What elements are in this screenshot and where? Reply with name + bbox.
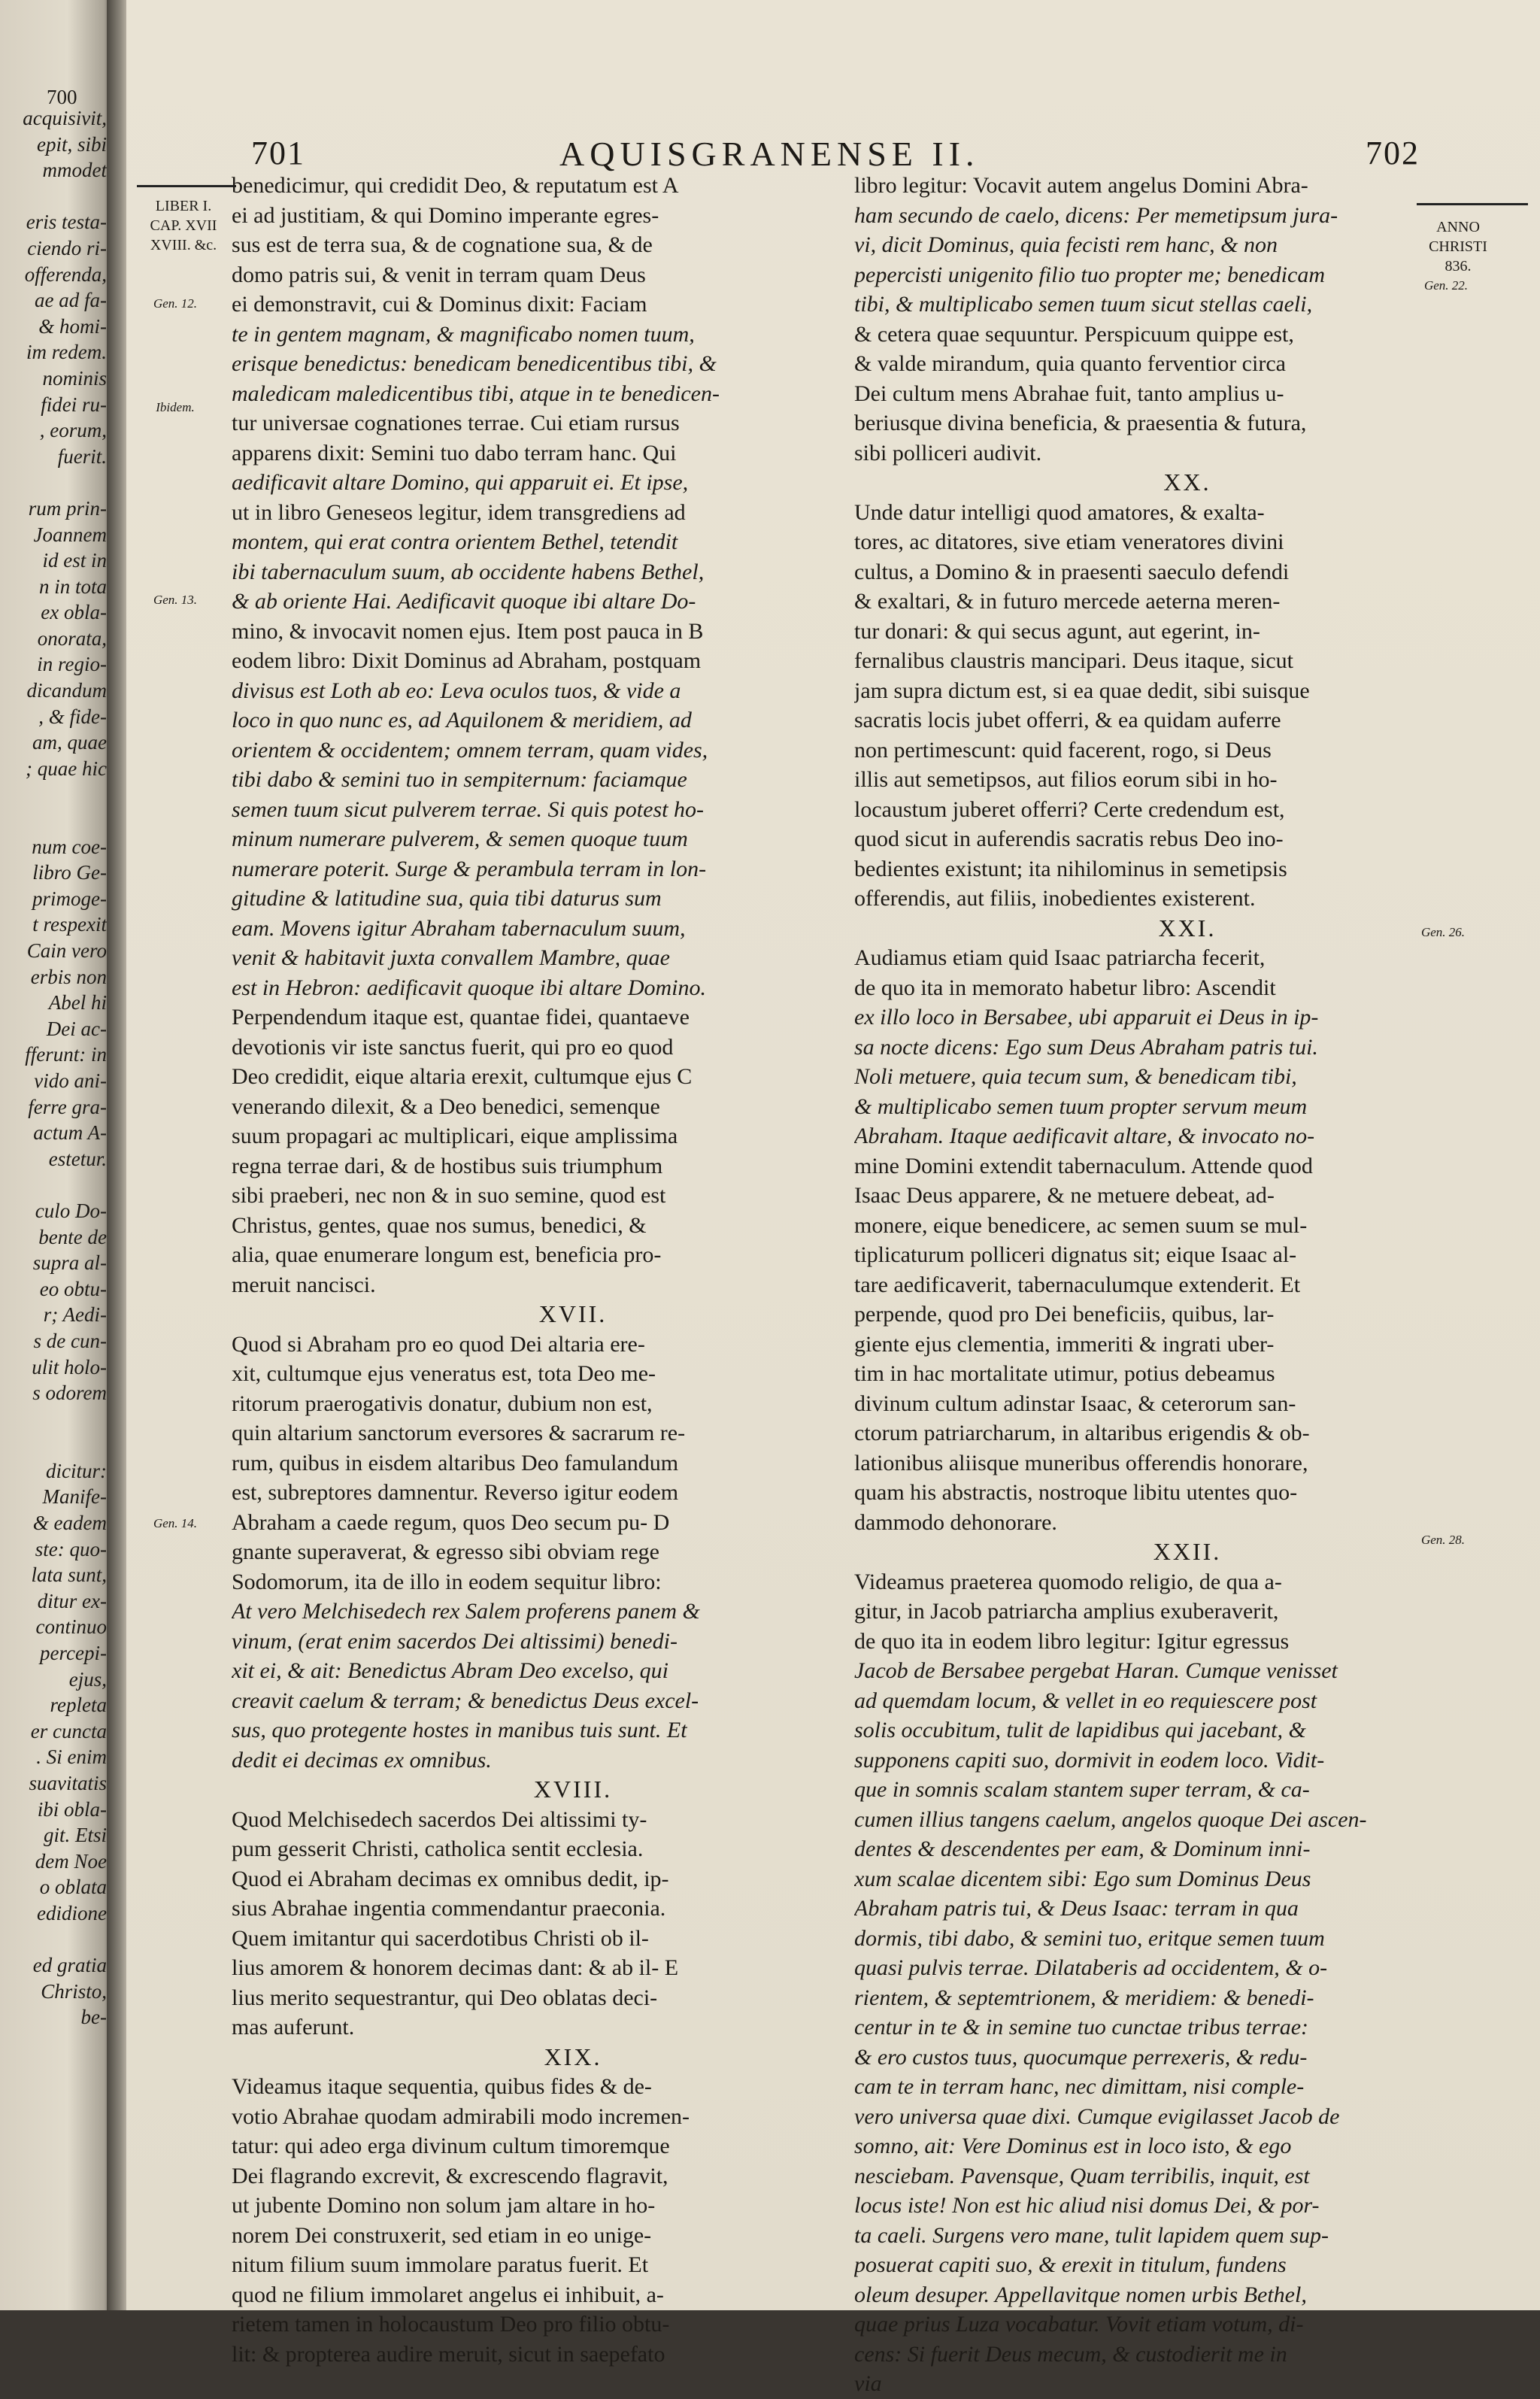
previous-page-line: continuo — [35, 1615, 107, 1639]
text-line: Perpendendum itaque est, quantae fidei, quantaeve — [232, 1005, 690, 1030]
text-line: de quo ita in memorato habetur libro: Ascendit — [854, 975, 1276, 1000]
previous-page-line: libro Ge- — [32, 861, 107, 884]
text-line: & cetera quae sequuntur. Perspicuum quippe est, — [854, 321, 1294, 347]
text-line: tores, ac ditatores, sive etiam veneratores divini — [854, 529, 1284, 554]
text-line: divisus est Loth ab eo: Leva oculos tuos, & vide a — [232, 678, 681, 703]
text-line: sibi praeberi, nec non & in suo semine, quod est — [232, 1183, 666, 1208]
text-line: lius merito sequestrantur, qui Deo oblatas deci- — [232, 1985, 658, 2010]
previous-page-line: ; quae hic — [26, 757, 107, 780]
previous-page-line: er cuncta — [30, 1719, 107, 1742]
margin-ref-gen14: Gen. 14. — [153, 1516, 198, 1530]
text-line: supponens capiti suo, dormivit in eodem loco. Vidit- — [854, 1747, 1325, 1773]
text-line: alia, quae enumerare longum est, beneficia pro- — [232, 1242, 662, 1267]
page-number-right: 702 — [1366, 135, 1420, 171]
text-line: sus, quo protegente hostes in manibus tuis sunt. Et — [232, 1718, 687, 1742]
text-line: tur universae cognationes terrae. Cui etiam rursus — [232, 411, 680, 435]
text-line: quod ne filium immolaret angelus ei inhibuit, a- — [232, 2282, 664, 2307]
text-line: & valde mirandum, quia quanto ferventior circa — [854, 351, 1286, 376]
previous-page-line: repleta — [50, 1694, 107, 1717]
previous-page-line: Manife- — [42, 1485, 107, 1509]
previous-page-line: n in tota — [38, 575, 107, 598]
text-line: beriusque divina beneficia, & praesentia & futura, — [854, 411, 1307, 435]
text-line: Quod Melchisedech sacerdos Dei altissimi ty- — [232, 1806, 647, 1832]
text-line: xum scalae dicentem sibi: Ego sum Dominus Deus — [854, 1866, 1311, 1891]
previous-page-line: git. Etsi — [43, 1824, 107, 1847]
text-line: mine Domini extendit tabernaculum. Attende quod — [854, 1153, 1313, 1178]
text-line: sius Abrahae ingentia commendantur praeconia. — [232, 1896, 666, 1921]
previous-page-line: in regio- — [37, 653, 107, 676]
text-line: ei ad justitiam, & qui Domino imperante egres- — [232, 202, 659, 228]
text-line: sus est de terra sua, & de cognatione sua, & de — [232, 232, 653, 257]
text-line: apparens dixit: Semini tuo dabo terram hanc. Qui — [232, 440, 677, 466]
text-line: Deo credidit, eique altaria erexit, cultumque ejus C — [232, 1064, 693, 1089]
text-line: eam. Movens igitur Abraham tabernaculum suum, — [232, 915, 686, 941]
previous-page-line — [2, 469, 107, 496]
text-line: minum numerare pulverem, & semen quoque tuum — [232, 826, 688, 851]
text-line: perpende, quod pro Dei beneficiis, quibus, lar- — [854, 1302, 1275, 1327]
text-line: bedientes existunt; ita nihilominus in semetipsis — [854, 856, 1287, 881]
text-line: Isaac Deus apparere, & ne metuere debeat, ad- — [854, 1183, 1275, 1208]
text-line: Quod si Abraham pro eo quod Dei altaria ere- — [232, 1331, 645, 1357]
previous-page-line: num coe- — [32, 835, 107, 858]
previous-page-line: rum prin- — [28, 496, 107, 520]
text-line: Abraham patris tui, & Deus Isaac: terram in qua — [854, 1896, 1299, 1921]
text-line: cam te in terram hanc, nec dimittam, nisi comple- — [854, 2074, 1305, 2099]
previous-page-line: fferunt: in — [25, 1043, 107, 1066]
text-line: tim in hac mortalitate utimur, potius debeamus — [854, 1361, 1275, 1386]
text-line: montem, qui erat contra orientem Bethel, tetendit — [232, 529, 678, 554]
text-line: Quem imitantur qui sacerdotibus Christi ob il- — [232, 1925, 649, 1951]
text-line: dedit ei decimas ex omnibus. — [232, 1747, 492, 1773]
text-line: quam his abstractis, nostroque libitu utentes quo- — [854, 1480, 1298, 1505]
text-line: orientem & occidentem; omnem terram, quam vides, — [232, 737, 708, 763]
previous-page-line: ae ad fa- — [35, 289, 107, 312]
previous-page-line: r; Aedi- — [43, 1303, 107, 1327]
text-line: & ero custos tuus, quocumque perrexeris, & redu- — [854, 2044, 1308, 2070]
margin-cap: CAP. XVII — [150, 217, 217, 234]
text-line: tibi dabo & semini tuo in sempiternum: faciamque — [232, 767, 687, 792]
text-line: xit, cultumque ejus veneratus est, tota Deo me- — [232, 1361, 656, 1386]
previous-page-number: 700 — [47, 86, 77, 108]
text-line: Abraham a caede regum, quos Deo secum pu- D — [232, 1509, 670, 1535]
text-line: Christus, gentes, quae nos sumus, benedici, & — [232, 1212, 647, 1238]
previous-page-line: suavitatis — [29, 1772, 107, 1794]
text-line: dentes & descendentes per eam, & Dominum inni- — [854, 1836, 1311, 1861]
text-line: & exaltari, & in futuro mercede aeterna meren- — [854, 589, 1281, 614]
previous-page-line: lata sunt, — [31, 1563, 107, 1587]
text-line: erisque benedictus: benedicam benedicentibus tibi, & — [232, 351, 717, 376]
text-line: pepercisti unigenito filio tuo propter me; benedicam — [854, 262, 1325, 287]
text-line: offerendis, aut filiis, inobedientes existerent. — [854, 886, 1256, 911]
text-line: Dei cultum mens Abrahae fuit, tanto amplius u- — [854, 381, 1284, 406]
running-title: AQUISGRANENSE II. — [559, 135, 980, 173]
text-line: quin altarium sanctorum eversores & sacrarum re- — [232, 1421, 686, 1445]
text-line: rientem, & septemtrionem, & meridiem: & benedi- — [854, 1985, 1314, 2010]
text-line: nesciebam. Pavensque, Quam terribilis, inquit, est — [854, 2163, 1310, 2188]
text-line: eodem libro: Dixit Dominus ad Abraham, postquam — [232, 648, 702, 673]
text-line: cens: Si fuerit Deus mecum, & custodierit me in — [854, 2341, 1287, 2367]
previous-page-line — [2, 781, 107, 808]
left-text-column — [232, 171, 914, 2369]
previous-page-line: ibi obla- — [37, 1797, 107, 1821]
text-line: vinum, (erat enim sacerdos Dei altissimi) benedi- — [232, 1628, 678, 1654]
text-line: Jacob de Bersabee pergebat Haran. Cumque venisset — [854, 1658, 1338, 1683]
previous-page-line: id est in — [42, 549, 107, 572]
text-line: maledicam maledicentibus tibi, atque in te benedicen- — [232, 381, 720, 406]
previous-page-line: Christo, — [41, 1979, 107, 2003]
text-line: tibi, & multiplicabo semen tuum sicut stellas caeli, — [854, 292, 1313, 317]
margin-christi: CHRISTI — [1429, 238, 1487, 255]
text-line: cumen illius tangens caelum, angelos quoque Dei ascen- — [854, 1806, 1367, 1832]
previous-page-line: mmodet — [42, 159, 107, 182]
text-line: & ab oriente Hai. Aedificavit quoque ibi altare Do- — [232, 589, 696, 614]
text-line: gnante superaverat, & egresso sibi obviam rege — [232, 1539, 659, 1564]
chapter-heading: XIX. — [544, 2043, 602, 2070]
previous-page-line: . Si enim — [36, 1745, 107, 1769]
text-line: te in gentem magnam, & magnificabo nomen tuum, — [232, 321, 695, 347]
text-line: norem Dei construxerit, sed etiam in eo unige- — [232, 2222, 652, 2248]
text-line: giente ejus clementia, immeriti & ingrati uber- — [854, 1331, 1275, 1357]
previous-page-line: & homi- — [38, 314, 107, 338]
previous-page-line: o oblata — [39, 1876, 107, 1899]
text-line: Dei flagrando excrevit, & excrescendo flagravit, — [232, 2163, 668, 2188]
previous-page-line — [2, 1172, 107, 1198]
text-line: ut jubente Domino non solum jam altare in ho- — [232, 2193, 656, 2218]
text-line: locaustum juberet offerri? Certe credendum est, — [854, 796, 1285, 822]
previous-page-line: am, quae — [32, 731, 107, 754]
margin-ref-gen22: Gen. 22. — [1423, 278, 1469, 293]
text-line: Unde datur intelligi quod amatores, & exalta- — [854, 499, 1265, 525]
text-line: est, subreptores damnentur. Reverso igitur eodem — [232, 1480, 679, 1505]
text-line: fernalibus claustris mancipari. Deus itaque, sicut — [854, 648, 1293, 673]
text-line: nitum filium suum immolare paratus fuerit. Et — [232, 2252, 649, 2277]
text-line: lius amorem & honorem decimas dant: & ab il- E — [232, 1955, 679, 1980]
text-line: At vero Melchisedech rex Salem proferens panem & — [232, 1599, 700, 1624]
text-line: non pertimescunt: quid facerent, rogo, si Deus — [854, 737, 1272, 763]
text-line: devotionis vir iste sanctus fuerit, qui pro eo quod — [232, 1034, 674, 1060]
previous-page-line: dicitur: — [46, 1459, 107, 1482]
text-line: & multiplicabo semen tuum propter servum meum — [854, 1093, 1308, 1119]
text-line: votio Abrahae quodam admirabili modo incremen- — [232, 2103, 690, 2129]
previous-page-line: eris testa- — [26, 211, 107, 234]
chapter-heading: XXII. — [1153, 1538, 1222, 1565]
text-line: Audiamus etiam quid Isaac patriarcha fecerit, — [854, 945, 1266, 970]
text-line: Quod ei Abraham decimas ex omnibus dedit, ip- — [232, 1866, 669, 1891]
previous-page-line: s odorem — [32, 1381, 107, 1405]
previous-page-line: & eadem — [32, 1512, 107, 1535]
chapter-heading: XVII. — [538, 1300, 608, 1327]
previous-page-line: acquisivit, — [23, 107, 107, 129]
margin-ref-gen26: Gen. 26. — [1420, 925, 1466, 939]
previous-page-line: ejus, — [68, 1667, 107, 1691]
margin-ref-gen12: Gen. 12. — [153, 296, 198, 311]
text-line: creavit caelum & terram; & benedictus Deus excel- — [232, 1688, 699, 1713]
text-line: ad quemdam locum, & vellet in eo requiescere post — [854, 1688, 1317, 1713]
text-line: rietem tamen in holocaustum Deo pro filio obtu- — [232, 2312, 670, 2337]
previous-page-line: , eorum, — [39, 419, 107, 442]
book-page — [126, 0, 1540, 2396]
text-line: Noli metuere, quia tecum sum, & benedicam tibi, — [854, 1064, 1297, 1089]
right-text-column — [854, 171, 1520, 2399]
previous-page-line: culo Do- — [35, 1199, 107, 1222]
previous-page-line: ditur ex- — [37, 1589, 107, 1612]
previous-page-line: Abel hi — [48, 991, 107, 1014]
text-line: sa nocte dicens: Ego sum Deus Abraham patris tui. — [854, 1034, 1318, 1060]
page-number-left: 701 — [251, 135, 305, 171]
text-line: dammodo dehonorare. — [854, 1509, 1057, 1535]
previous-page-line: erbis non — [30, 965, 107, 988]
text-line: jam supra dictum est, si ea quae dedit, sibi suisque — [854, 678, 1310, 703]
previous-page-line — [2, 808, 107, 834]
previous-page-edge — [0, 0, 113, 2310]
text-line: ut in libro Geneseos legitur, idem transgrediens ad — [232, 499, 686, 525]
previous-page-line: epit, sibi — [37, 132, 107, 156]
text-line: quae prius Luza vocabatur. Vovit etiam votum, di- — [854, 2312, 1304, 2337]
previous-page-line — [2, 183, 107, 210]
text-line: sibi polliceri audivit. — [854, 440, 1042, 466]
text-line: quod sicut in auferendis sacratis rebus Deo ino- — [854, 826, 1284, 851]
text-line: xit ei, & ait: Benedictus Abram Deo excelso, qui — [232, 1658, 668, 1683]
text-line: regna terrae dari, & de hostibus suis triumphum — [232, 1153, 663, 1178]
text-line: via — [854, 2371, 882, 2396]
text-line: posuerat capiti suo, & erexit in titulum, fundens — [854, 2252, 1287, 2277]
text-line: vero universa quae dixi. Cumque evigilasset Jacob de — [854, 2103, 1340, 2129]
text-line: semen tuum sicut pulverem terrae. Si quis potest ho- — [232, 796, 704, 822]
text-line: somno, ait: Vere Dominus est in loco isto, & ego — [854, 2134, 1292, 2158]
text-line: dormis, tibi dabo, & semini tuo, eritque semen tuum — [854, 1925, 1325, 1951]
text-line: de quo ita in eodem libro legitur: Igitur egressus — [854, 1628, 1290, 1654]
previous-page-line: primoge- — [32, 887, 107, 910]
previous-page-line: ulit holo- — [32, 1355, 107, 1378]
previous-page-line — [2, 1432, 107, 1458]
previous-page-line: fidei ru- — [41, 393, 107, 416]
text-line: domo patris sui, & venit in terram quam Deus — [232, 262, 646, 287]
text-line: ham secundo de caelo, dicens: Per memetipsum jura- — [854, 202, 1338, 228]
previous-page-line: , & fide- — [38, 705, 107, 728]
text-line: pum gesserit Christi, catholica sentit ecclesia. — [232, 1836, 644, 1861]
previous-page-line: actum A- — [33, 1121, 107, 1145]
previous-page-line: Dei ac- — [46, 1017, 107, 1040]
text-line: est in Hebron: aedificavit quoque ibi altare Domino. — [232, 975, 707, 1000]
previous-page-line — [2, 1927, 107, 1953]
text-line: gitudine & latitudine sua, quia tibi daturus sum — [232, 886, 662, 911]
previous-page-line: percepi- — [40, 1642, 107, 1665]
text-line: libro legitur: Vocavit autem angelus Domini Abra- — [854, 173, 1308, 198]
text-line: tatur: qui adeo erga divinum cultum timoremque — [232, 2134, 670, 2158]
text-line: gitur, in Jacob patriarcha amplius exuberaverit, — [854, 1599, 1279, 1624]
previous-page-line: nominis — [42, 366, 107, 390]
previous-page-line: im redem. — [26, 341, 107, 364]
text-line: ritorum praerogativis donatur, dubium non est, — [232, 1391, 653, 1416]
text-line: lit: & propterea audire meruit, sicut in saepefato — [232, 2341, 665, 2367]
text-line: quasi pulvis terrae. Dilataberis ad occidentem, & o- — [854, 1955, 1328, 1980]
margin-ref-ibidem: Ibidem. — [156, 400, 195, 414]
text-line: venit & habitavit juxta convallem Mambre, quae — [232, 945, 670, 970]
margin-ref-gen13: Gen. 13. — [153, 593, 198, 607]
text-line: ctorum patriarcharum, in altaribus erigendis & ob- — [854, 1421, 1310, 1445]
text-line: ei demonstravit, cui & Dominus dixit: Faciam — [232, 292, 647, 317]
previous-page-line — [2, 1406, 107, 1433]
text-line: Videamus itaque sequentia, quibus fides & de- — [232, 2074, 652, 2099]
previous-page-line: Joannem — [33, 523, 107, 546]
previous-page-line: be- — [80, 2006, 107, 2029]
text-line: mas auferunt. — [232, 2015, 355, 2040]
previous-page-line: dem Noe — [35, 1849, 107, 1873]
previous-page-line: supra al- — [32, 1251, 107, 1275]
previous-page-line: offerenda, — [24, 262, 107, 286]
previous-page-line: ed gratia — [32, 1954, 107, 1977]
previous-page-line: t respexit — [32, 913, 107, 936]
chapter-heading: XVIII. — [533, 1776, 613, 1803]
text-line: numerare poterit. Surge & perambula terram in lon- — [232, 856, 707, 881]
text-line: ibi tabernaculum suum, ab occidente habens Bethel, — [232, 559, 705, 584]
text-line: rum, quibus in eisdem altaribus Deo famulandum — [232, 1450, 679, 1475]
chapter-heading: XXI. — [1158, 914, 1217, 942]
text-line: Sodomorum, ita de illo in eodem sequitur libro: — [232, 1569, 662, 1594]
margin-anno: ANNO — [1436, 219, 1480, 235]
text-line: lationibus aliisque muneribus offerendis honorare, — [854, 1450, 1308, 1475]
previous-page-line: estetur. — [48, 1147, 107, 1170]
previous-page-line: vido ani- — [34, 1069, 107, 1092]
text-line: sacratis locis jubet offerri, & ea quidam auferre — [854, 708, 1281, 732]
margin-cap-range: XVIII. &c. — [150, 237, 217, 253]
text-line: centur in te & in semine tuo cunctae tribus terrae: — [854, 2015, 1309, 2040]
previous-page-line: eo obtu- — [39, 1277, 107, 1300]
previous-page-line: ciendo ri- — [27, 236, 107, 259]
text-line: benedicimur, qui credidit Deo, & reputatum est A — [232, 173, 679, 198]
text-line: cultus, a Domino & in praesenti saeculo defendi — [854, 559, 1290, 584]
text-line: Videamus praeterea quomodo religio, de qua a- — [854, 1569, 1282, 1594]
text-line: monere, eique benedicere, ac semen suum se mul- — [854, 1212, 1308, 1238]
text-line: oleum desuper. Appellavitque nomen urbis Bethel, — [854, 2282, 1307, 2307]
text-line: suum propagari ac multiplicari, eique amplissima — [232, 1124, 678, 1148]
previous-page-line: fuerit. — [57, 444, 107, 468]
previous-page-line: bente de — [38, 1225, 107, 1248]
previous-page-line: dicandum — [26, 679, 107, 702]
margin-ref-gen28: Gen. 28. — [1420, 1533, 1466, 1547]
previous-page-line: ex obla- — [41, 601, 107, 624]
text-line: meruit nancisci. — [232, 1272, 376, 1297]
text-line: tur donari: & qui secus agunt, aut egerint, in- — [854, 618, 1260, 644]
text-line: illis aut semetipsos, aut filios eorum sibi in ho- — [854, 767, 1278, 792]
previous-page-line: onorata, — [37, 626, 107, 650]
previous-page-line: ste: quo- — [35, 1537, 107, 1560]
text-line: vi, dicit Dominus, quia fecisti rem hanc, & non — [854, 232, 1278, 257]
text-line: mino, & invocavit nomen ejus. Item post pauca in B — [232, 618, 704, 644]
text-line: Abraham. Itaque aedificavit altare, & invocato no- — [854, 1124, 1315, 1148]
text-line: solis occubitum, tulit de lapidibus qui jacebant, & — [854, 1718, 1306, 1742]
previous-page-line: edidione — [37, 1901, 107, 1924]
text-line: tare aedificaverit, tabernaculumque extenderit. Et — [854, 1272, 1301, 1297]
text-line: tiplicaturum polliceri dignatus sit; eique Isaac al- — [854, 1242, 1297, 1267]
text-line: venerando dilexit, & a Deo benedici, semenque — [232, 1093, 660, 1119]
margin-rule-left — [137, 185, 236, 187]
chapter-heading: XX. — [1163, 469, 1211, 496]
previous-page-line: ferre gra- — [28, 1095, 107, 1118]
text-line: loco in quo nunc es, ad Aquilonem & meridiem, ad — [232, 708, 692, 732]
text-line: aedificavit altare Domino, qui apparuit ei. Et ipse, — [232, 470, 689, 495]
text-line: ta caeli. Surgens vero mane, tulit lapidem quem sup- — [854, 2222, 1329, 2248]
previous-page-text — [2, 105, 107, 2031]
text-line: locus iste! Non est hic aliud nisi domus Dei, & por- — [854, 2193, 1320, 2218]
margin-liber: LIBER I. — [155, 198, 212, 214]
previous-page-line: Cain vero — [26, 939, 107, 962]
margin-year: 836. — [1445, 258, 1472, 274]
previous-page-line: s de cun- — [33, 1329, 107, 1352]
text-line: ex illo loco in Bersabee, ubi apparuit ei Deus in ip- — [854, 1005, 1319, 1030]
text-line: divinum cultum adinstar Isaac, & ceterorum san- — [854, 1391, 1296, 1416]
text-line: que in somnis scalam stantem super terram, & ca- — [854, 1777, 1310, 1802]
